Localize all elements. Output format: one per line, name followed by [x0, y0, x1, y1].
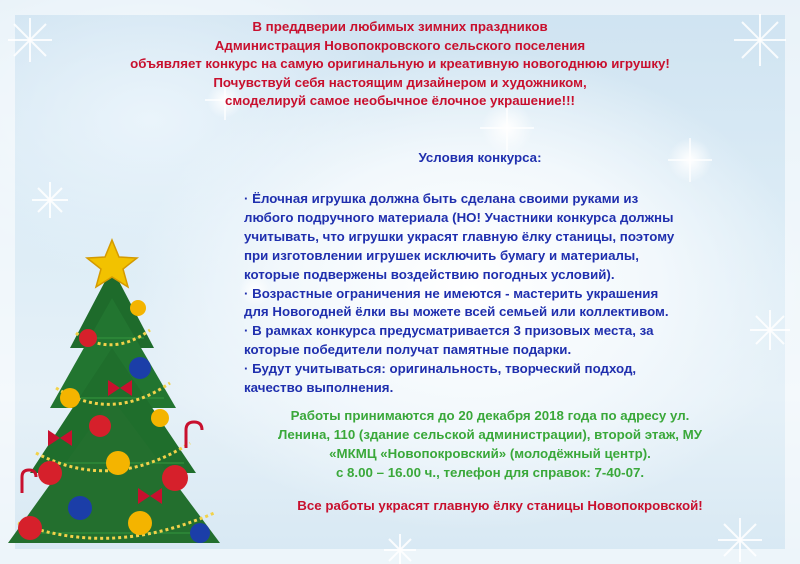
- conditions-line: учитывать, что игрушки украсят главную ёлку станицы, поэтому: [244, 228, 675, 244]
- info-line: «МКМЦ «Новопокровский» (молодёжный центр).: [329, 445, 651, 461]
- christmas-tree-icon: [0, 238, 240, 564]
- conditions-line: которые победители получат памятные подарки.: [244, 342, 572, 358]
- tree-illustration: [0, 238, 240, 564]
- headline-line: Администрация Новопокровского сельского поселения: [214, 37, 586, 53]
- conditions-list: [244, 190, 744, 398]
- headline: [40, 18, 760, 111]
- conditions-line: · Будут учитываться: оригинальность, творческий подход,: [244, 361, 637, 377]
- submission-info: [220, 407, 760, 483]
- headline-line: В преддверии любимых зимних праздников: [252, 19, 548, 34]
- conditions-line: качество выполнения.: [244, 380, 394, 396]
- conditions-title: Условия конкурса:: [418, 150, 542, 165]
- footer-note: Все работы украсят главную ёлку станицы Новопокровской!: [297, 498, 703, 513]
- conditions-line: любого подручного материала (НО! Участники конкурса должны: [244, 209, 674, 225]
- conditions-line: которые подвержены воздействию погодных условий).: [244, 266, 615, 282]
- headline-line: смоделируй самое необычное ёлочное украшение!!!: [225, 93, 575, 108]
- conditions-line: для Новогодней ёлки вы можете всей семьей или коллективом.: [244, 304, 669, 320]
- conditions-line: · Возрастные ограничения не имеются - мастерить украшения: [244, 285, 659, 301]
- headline-line: объявляет конкурс на самую оригинальную и креативную новогоднюю игрушку!: [130, 56, 670, 71]
- info-line: Работы принимаются до 20 декабря 2018 года по адресу ул.: [290, 408, 690, 423]
- conditions-line: · В рамках конкурса предусматривается 3 призовых места, за: [244, 323, 654, 339]
- info-line: Ленина, 110 (здание сельской администрации), второй этаж, МУ: [278, 426, 702, 442]
- info-line: с 8.00 – 16.00 ч., телефон для справок: 7-40-07.: [335, 464, 645, 480]
- headline-line: Почувствуй себя настоящим дизайнером и художником,: [213, 74, 587, 90]
- conditions-line: · Ёлочная игрушка должна быть сделана своими руками из: [244, 191, 639, 206]
- conditions-line: при изготовлении игрушек исключить бумагу и материалы,: [244, 247, 639, 263]
